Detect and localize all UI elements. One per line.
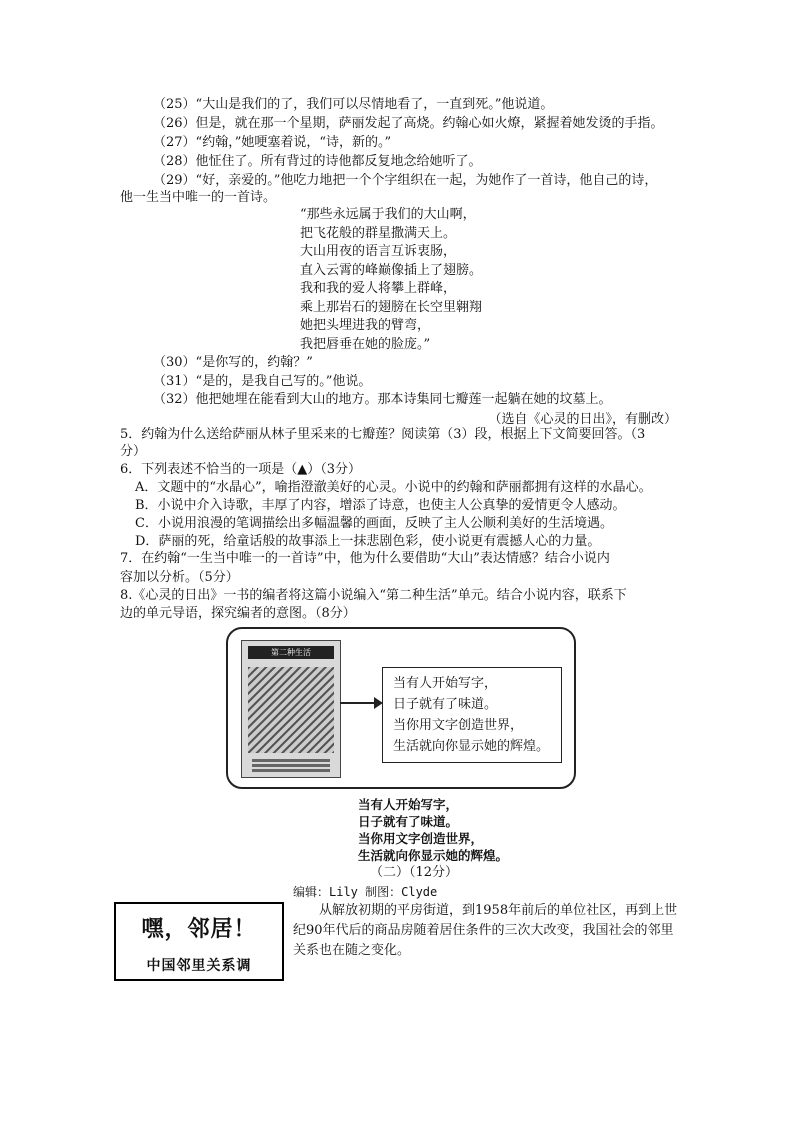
paragraph-31: （31）“是的，是我自己写的。”他说。 bbox=[153, 374, 372, 389]
question-6-stem: 6．下列表述不恰当的一项是（▲）（3分） bbox=[120, 462, 362, 477]
guide-line: 当你用文字创造世界， bbox=[393, 718, 524, 733]
section-2-heading: （二）（12分） bbox=[370, 865, 459, 880]
book-cover-art bbox=[248, 667, 334, 753]
logo-title: 嘿，邻居！ bbox=[141, 916, 257, 942]
guide-line: 当有人开始写字， bbox=[393, 676, 498, 691]
poem-line: 大山用夜的语言互诉衷肠， bbox=[300, 244, 457, 259]
section-2-intro bbox=[293, 901, 678, 961]
question-8-line-2: 边的单元导语，探究编者的意图。（8分） bbox=[120, 606, 356, 621]
question-6-option-c: C．小说用浪漫的笔调描绘出多幅温馨的画面，反映了主人公顺利美好的生活境遇。 bbox=[135, 516, 613, 531]
poem-line: 直入云霄的峰巅像插上了翅膀。 bbox=[300, 263, 483, 278]
paragraph-29-line-2: 他一生当中唯一的一首诗。 bbox=[120, 190, 277, 205]
neighbor-survey-logo bbox=[114, 902, 284, 981]
book-cover-image bbox=[241, 640, 341, 778]
book-cover-text-lines bbox=[252, 759, 330, 762]
poem-line: 我把唇垂在她的脸庞。” bbox=[300, 337, 431, 352]
paragraph-25: （25）“大山是我们的了，我们可以尽情地看了，一直到死。”他说道。 bbox=[153, 97, 554, 112]
caption-line: 当有人开始写字， bbox=[358, 797, 459, 812]
caption-line: 当你用文字创造世界， bbox=[358, 831, 484, 846]
poem-line: 把飞花般的群星撒满天上。 bbox=[300, 226, 457, 241]
logo-subtitle: 中国邻里关系调 bbox=[146, 958, 252, 974]
question-7-line-2: 容加以分析。（5分） bbox=[120, 570, 239, 585]
question-8-line-1: 8.《心灵的日出》一书的编者将这篇小说编入“第二种生活”单元。结合小说内容，联系下 bbox=[120, 588, 627, 603]
guide-line: 生活就向你显示她的辉煌。 bbox=[393, 739, 550, 754]
poem-line: “那些永远属于我们的大山啊， bbox=[300, 207, 476, 222]
poem-line: 我和我的爱人将攀上群峰， bbox=[300, 281, 457, 296]
unit-guide-figure bbox=[226, 627, 576, 789]
paragraph-30: （30）“是你写的，约翰？” bbox=[153, 355, 313, 370]
guide-line: 日子就有了味道。 bbox=[393, 697, 498, 712]
question-5-line-2: 分） bbox=[120, 444, 147, 459]
paragraph-27: （27）“约翰，”她哽塞着说，“诗，新的。” bbox=[153, 135, 392, 150]
paragraph-32: （32）他把她埋在能看到大山的地方。那本诗集同七瓣莲一起躺在她的坟墓上。 bbox=[153, 392, 612, 407]
question-6-option-b: B．小说中介入诗歌，丰厚了内容，增添了诗意，也使主人公真挚的爱情更令人感动。 bbox=[135, 498, 626, 513]
unit-guide-box bbox=[382, 667, 562, 763]
question-5-line-1: 5．约翰为什么送给萨丽从林子里采来的七瓣莲？阅读第（3）段，根据上下文简要回答。（3 bbox=[120, 427, 646, 442]
source-note: （选自《心灵的日出》，有删改） bbox=[488, 412, 677, 427]
book-cover-title: 第二种生活 bbox=[248, 646, 334, 659]
arrow-line bbox=[340, 702, 378, 704]
caption-line: 生活就向你显示她的辉煌。 bbox=[358, 848, 509, 863]
question-7-line-1: 7．在约翰“一生当中唯一的一首诗”中，他为什么要借助“大山”表达情感？结合小说内 bbox=[120, 551, 610, 566]
paragraph-28: （28）他怔住了。所有背过的诗他都反复地念给她听了。 bbox=[153, 154, 482, 169]
question-6-option-d: D．萨丽的死，给童话般的故事添上一抹悲剧色彩，使小说更有震撼人心的力量。 bbox=[135, 534, 601, 549]
credit-line: 编辑：Lily 制图：Clyde bbox=[293, 885, 438, 899]
paragraph-29-line-1: （29）“好，亲爱的。”他吃力地把一个个字组织在一起，为她作了一首诗，他自己的诗， bbox=[153, 173, 658, 188]
paragraph-26: （26）但是，就在那一个星期，萨丽发起了高烧。约翰心如火燎，紧握着她发烫的手指。 bbox=[153, 116, 664, 131]
poem-line: 她把头埋进我的臂弯， bbox=[300, 318, 431, 333]
intro-text: 从解放初期的平房街道，到1958年前后的单位社区，再到上世纪90年代后的商品房随着居住条件的三次大改变，我国社会的邻里关系也在随之变化。 bbox=[293, 903, 678, 958]
question-6-option-a: A．文题中的“水晶心”，喻指澄澈美好的心灵。小说中的约翰和萨丽都拥有这样的水晶心。 bbox=[135, 480, 652, 495]
poem-line: 乘上那岩石的翅膀在长空里翱翔 bbox=[300, 300, 483, 315]
caption-line: 日子就有了味道。 bbox=[358, 814, 459, 829]
